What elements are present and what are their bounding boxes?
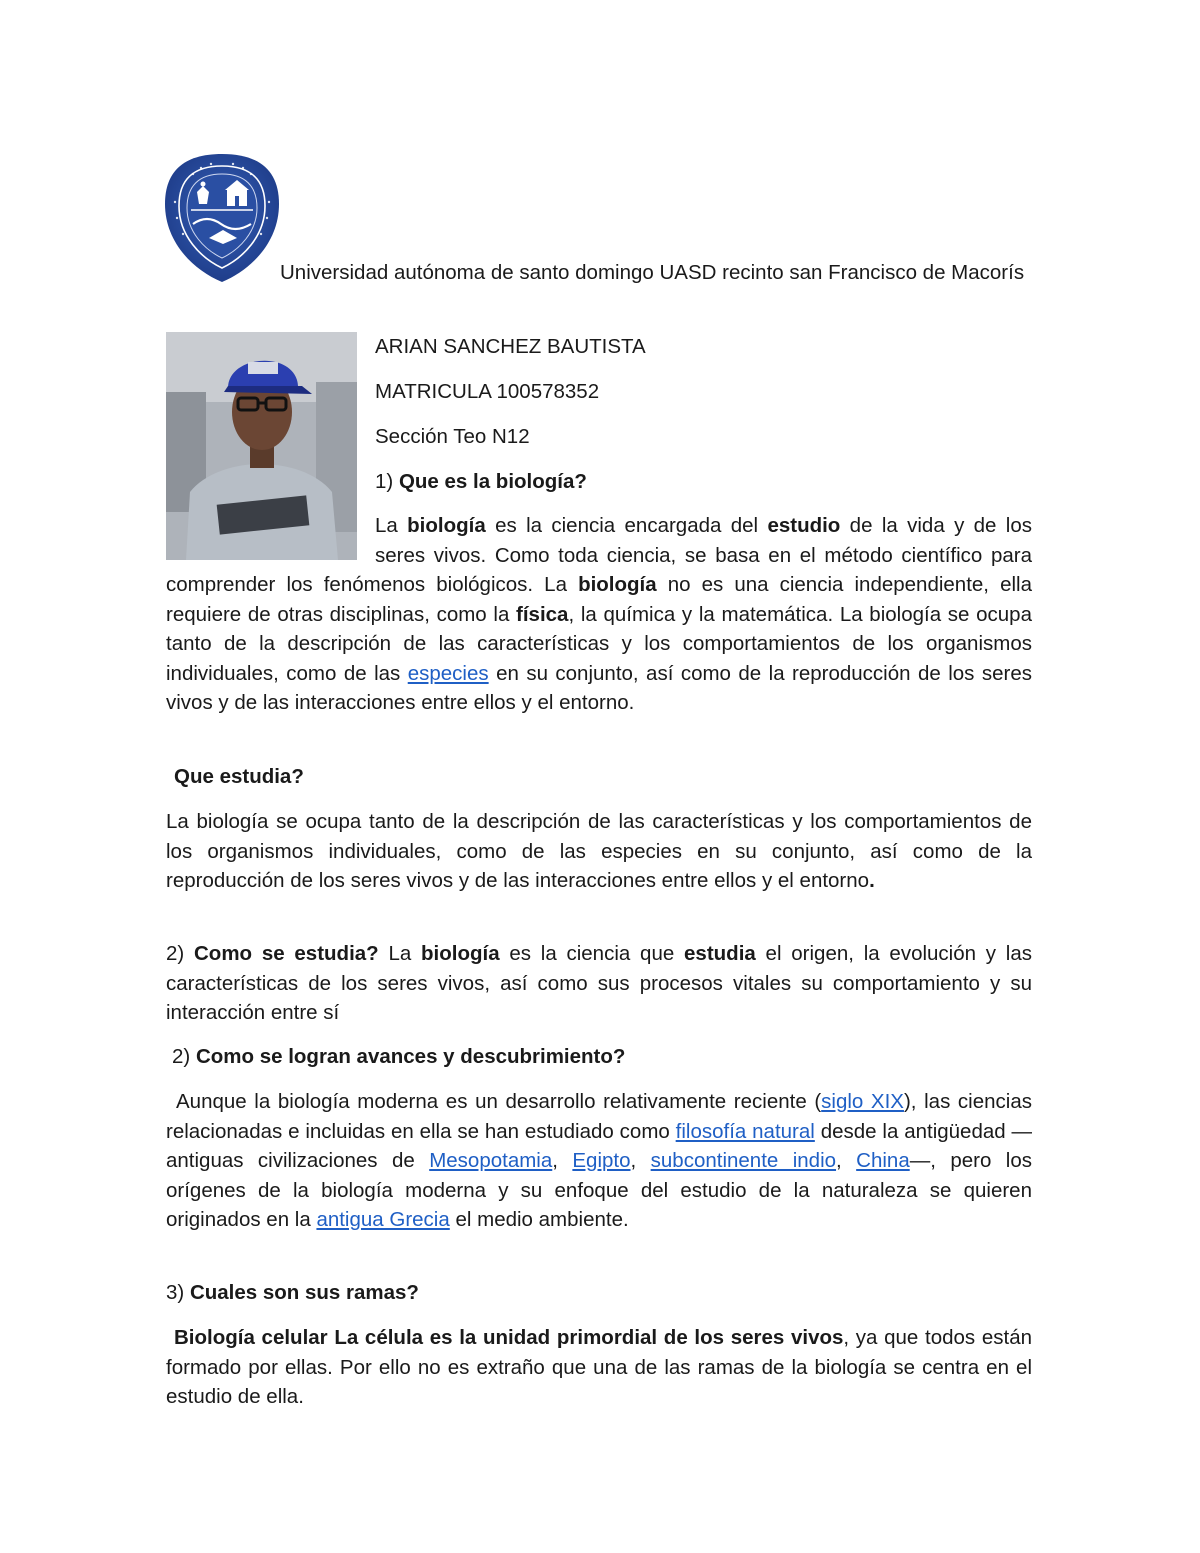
question-1-heading xyxy=(375,467,587,497)
q2-bold-1: biología xyxy=(421,942,500,965)
q1-seg-6: en su conjunto, así como de la reproducción de los seres vivos y de las interacciones entre ellos y el entorno. xyxy=(166,661,1032,714)
que-estudia-answer xyxy=(166,807,1032,896)
q2b-seg-1: Aunque la biología moderna es un desarrollo relativamente reciente ( xyxy=(176,1090,822,1113)
question-3-heading xyxy=(166,1278,1032,1308)
que-estudia-heading xyxy=(166,762,1040,792)
question-2b-answer xyxy=(166,1087,1032,1235)
student-name: ARIAN SANCHEZ BAUTISTA xyxy=(375,335,646,358)
q1-seg-4: no es una ciencia independiente, ella requiere de otras disciplinas, como la xyxy=(166,573,1032,626)
student-section: Sección Teo N12 xyxy=(375,425,530,448)
q2-seg-2: es la ciencia que xyxy=(499,942,685,965)
q2b-seg-2: ), las ciencias relacionadas e incluidas en ella se han estudiado como xyxy=(166,1090,1032,1143)
university-name xyxy=(166,258,1032,288)
link-siglo-xix[interactable]: siglo XIX xyxy=(821,1090,904,1113)
q2b-seg-3: desde la antigüedad —antiguas civilizaciones de xyxy=(166,1119,1033,1172)
q2-seg-3: el origen, la evolución y las características de los seres vivos, así como sus procesos vitales su comportamiento y su interacción entre sí xyxy=(166,942,1033,1024)
question-3-number: 3) xyxy=(166,1281,185,1304)
q1-seg-3: de la vida y de los seres vivos. Como toda ciencia, se basa en el método científico para comprender los fenómenos biológicos. La xyxy=(166,514,1033,596)
que-estudia-answer-text: La biología se ocupa tanto de la descripción de las características y los comportamientos de los organismos individuales, como de las especies en su conjunto, así como de la reproducción de los seres vivos y de las interacciones entre ellos y el entorno xyxy=(166,810,1032,892)
q3-seg-1: , ya que todos están formado por ellas. Por ello no es extraño que una de las ramas de la biología se centra en el estudio de ella. xyxy=(166,1326,1032,1408)
q1-bold-2: estudio xyxy=(767,514,841,537)
q3-bold-1: Biología celular La célula es la unidad primordial de los seres vivos xyxy=(174,1326,844,1349)
link-subcontinente-indio[interactable]: subcontinente indio xyxy=(650,1149,837,1172)
q1-seg-2: es la ciencia encargada del xyxy=(485,514,768,537)
question-3-text: Cuales son sus ramas? xyxy=(189,1281,419,1304)
q2b-sep-2: , xyxy=(630,1149,651,1172)
question-2b-heading xyxy=(166,1042,1038,1072)
question-1-number: 1) xyxy=(375,470,394,493)
q1-bold-4: física xyxy=(516,602,569,626)
student-matricula: MATRICULA 100578352 xyxy=(375,380,600,403)
question-2b-number: 2) xyxy=(172,1045,191,1068)
q2-bold-2: estudia xyxy=(684,942,756,965)
q1-bold-3: biología xyxy=(578,573,657,596)
question-1-text: Que es la biología? xyxy=(398,470,587,493)
question-3-answer xyxy=(166,1323,1032,1412)
que-estudia-period: . xyxy=(869,869,875,892)
question-2-number: 2) xyxy=(166,942,185,965)
question-2b-text: Como se logran avances y descubrimiento? xyxy=(195,1045,626,1068)
que-estudia-question: Que estudia? xyxy=(174,765,304,788)
q2b-seg-4: —, pero los orígenes de la biología moderna y su enfoque del estudio de la naturaleza se quieren originados en la xyxy=(166,1149,1032,1231)
q2-seg-1: La xyxy=(378,942,422,965)
q2b-sep-1: , xyxy=(552,1149,573,1172)
link-mesopotamia[interactable]: Mesopotamia xyxy=(429,1149,553,1172)
photo-wrap-spacer xyxy=(166,511,375,562)
link-antigua-grecia[interactable]: antigua Grecia xyxy=(316,1208,450,1231)
q1-bold-1: biología xyxy=(407,514,486,537)
question-2-text: Como se estudia? xyxy=(194,942,379,965)
q2b-seg-5: el medio ambiente. xyxy=(449,1208,629,1231)
link-filosofia-natural[interactable]: filosofía natural xyxy=(675,1119,815,1143)
university-name-text: Universidad autónoma de santo domingo UASD recinto san Francisco de Macorís xyxy=(280,261,1025,284)
link-china[interactable]: China xyxy=(856,1149,910,1172)
q1-seg-1: La xyxy=(375,514,408,537)
link-especies[interactable]: especies xyxy=(407,661,489,685)
q1-seg-5: , la química y la matemática. La biología se ocupa tanto de la descripción de las características y los comportamientos de los organismos individuales, como de las xyxy=(166,602,1032,685)
q2b-sep-3: , xyxy=(836,1149,857,1172)
question-1-answer xyxy=(166,511,1032,718)
link-egipto[interactable]: Egipto xyxy=(572,1149,631,1172)
question-2-paragraph xyxy=(166,939,1032,1028)
